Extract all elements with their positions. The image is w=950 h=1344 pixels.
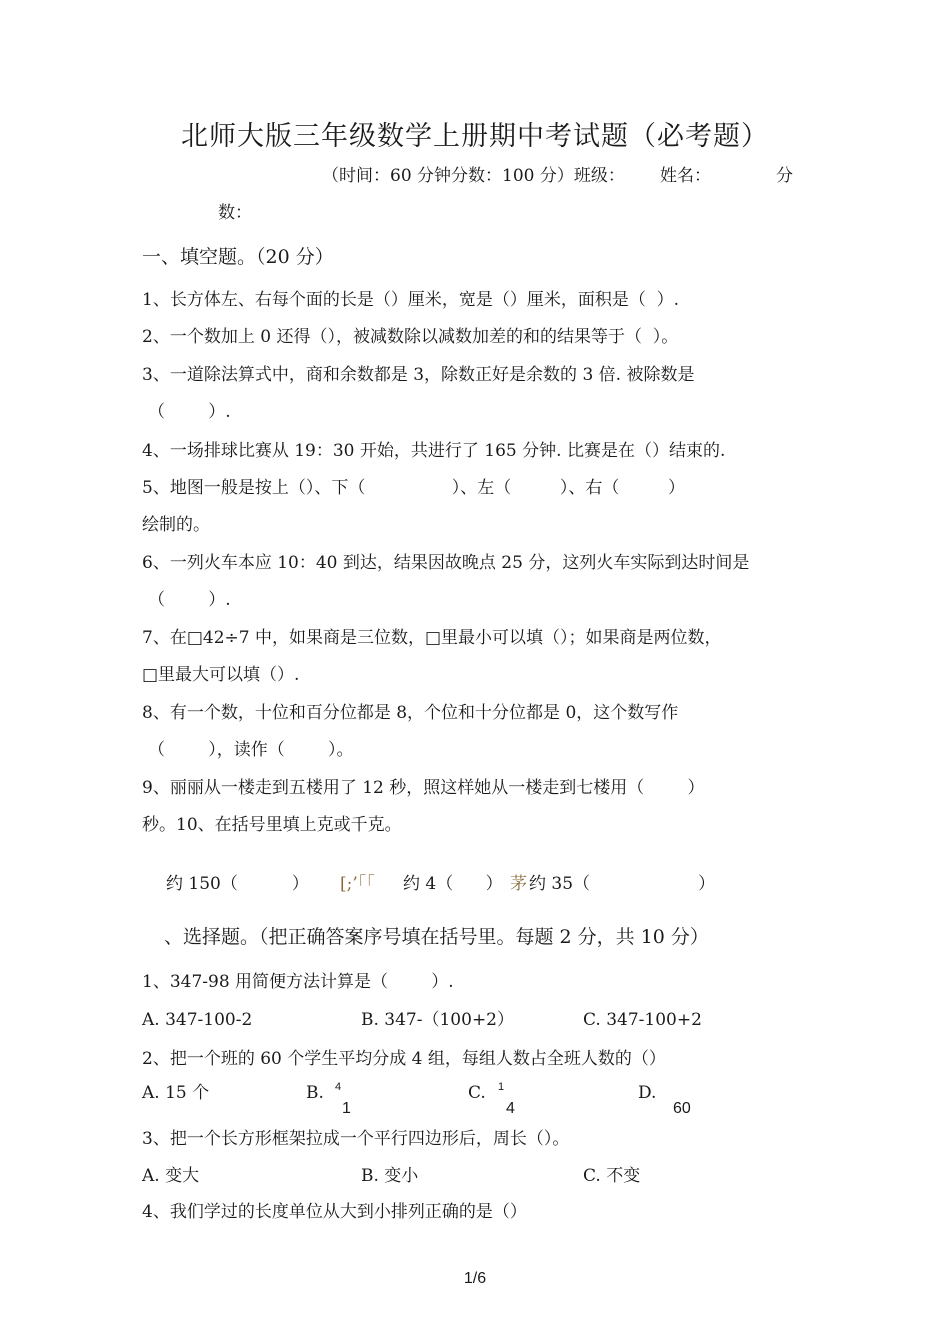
q10-item-35: 约 35（ ） (529, 874, 716, 894)
q1-6b: （ ）. (148, 590, 231, 610)
section2-heading: 、选择题。（把正确答案序号填在括号里。每题 2 分，共 10 分） (164, 926, 709, 948)
q1-6a: 6、一列火车本应 10：40 到达，结果因故晚点 25 分，这列火车实际到达时间是 (142, 553, 750, 573)
q1-9b: 秒。10、在括号里填上克或千克。 (142, 815, 402, 835)
q1-8a: 8、有一个数，十位和百分位都是 8，个位和十分位都是 0，这个数写作 (142, 703, 679, 723)
q2-2-option-d: D. (638, 1083, 657, 1103)
q2-4: 4、我们学过的长度单位从大到小排列正确的是（） (142, 1202, 527, 1222)
q2-2-option-b-bottom: 1 (342, 1100, 351, 1117)
q2-2-option-b: B. (306, 1083, 324, 1103)
q2-1-option-b: B. 347-（100+2） (361, 1010, 514, 1030)
q2-2-option-c-top: 1 (498, 1081, 505, 1093)
header-score-label-a: 分 (776, 166, 793, 186)
q2-2-option-c-bottom: 4 (506, 1100, 515, 1117)
q2-3-option-c: C. 不变 (583, 1166, 641, 1186)
header-score-label-b: 数： (218, 203, 252, 223)
q2-3-option-b: B. 变小 (361, 1166, 419, 1186)
q1-3a: 3、一道除法算式中，商和余数都是 3，除数正好是余数的 3 倍. 被除数是 (142, 365, 695, 385)
q1-4: 4、一场排球比赛从 19：30 开始，共进行了 165 分钟. 比赛是在（）结束的. (142, 441, 726, 461)
q1-3b: （ ）. (148, 402, 231, 422)
q1-1: 1、长方体左、右每个面的长是（）厘米，宽是（）厘米，面积是（ ）. (142, 290, 680, 310)
q2-3: 3、把一个长方形框架拉成一个平行四边形后，周长（）。 (142, 1129, 570, 1149)
page-number: 1/6 (463, 1270, 487, 1287)
q2-2-option-c: C. (468, 1083, 486, 1103)
q1-7a: 7、在□42÷7 中，如果商是三位数，□里最小可以填（）；如果商是两位数， (142, 628, 722, 648)
q1-5a: 5、地图一般是按上（）、下（ ）、左（ ）、右（ ） (142, 478, 686, 498)
q1-5b: 绘制的。 (142, 515, 210, 535)
q2-3-option-a: A. 变大 (142, 1166, 200, 1186)
q1-8b: （ ），读作（ ）。 (148, 740, 354, 760)
page-title: 北师大版三年级数学上册期中考试题（必考题） (181, 121, 769, 152)
q10-item-150: 约 150（ ） (166, 874, 309, 894)
q1-2: 2、一个数加上 0 还得（），被减数除以减数加差的和的结果等于（ ）。 (142, 327, 679, 347)
header-name-label: 姓名： (660, 166, 711, 186)
q2-2-option-d-bottom: 60 (673, 1100, 691, 1117)
q10-garbled-mark: [;’「「 (340, 874, 375, 894)
q1-9a: 9、丽丽从一楼走到五楼用了 12 秒，照这样她从一楼走到七楼用（ ） (142, 778, 705, 798)
q2-2-option-a: A. 15 个 (142, 1083, 210, 1103)
section1-heading: 一、填空题。（20 分） (142, 246, 334, 268)
q10-item-4: 约 4（ ） (403, 874, 503, 894)
q10-garbled-glyph: 茅 (510, 874, 527, 894)
q2-2: 2、把一个班的 60 个学生平均分成 4 组，每组人数占全班人数的（） (142, 1049, 666, 1069)
q2-1-option-a: A. 347-100-2 (142, 1010, 253, 1030)
q2-2-option-b-top: 4 (335, 1081, 342, 1093)
header-time-score-class: （时间：60 分钟分数：100 分）班级： (322, 166, 625, 186)
q1-7b: □里最大可以填（）. (142, 665, 300, 685)
q2-1-option-c: C. 347-100+2 (583, 1010, 702, 1030)
q2-1: 1、347-98 用简便方法计算是（ ）. (142, 972, 454, 992)
